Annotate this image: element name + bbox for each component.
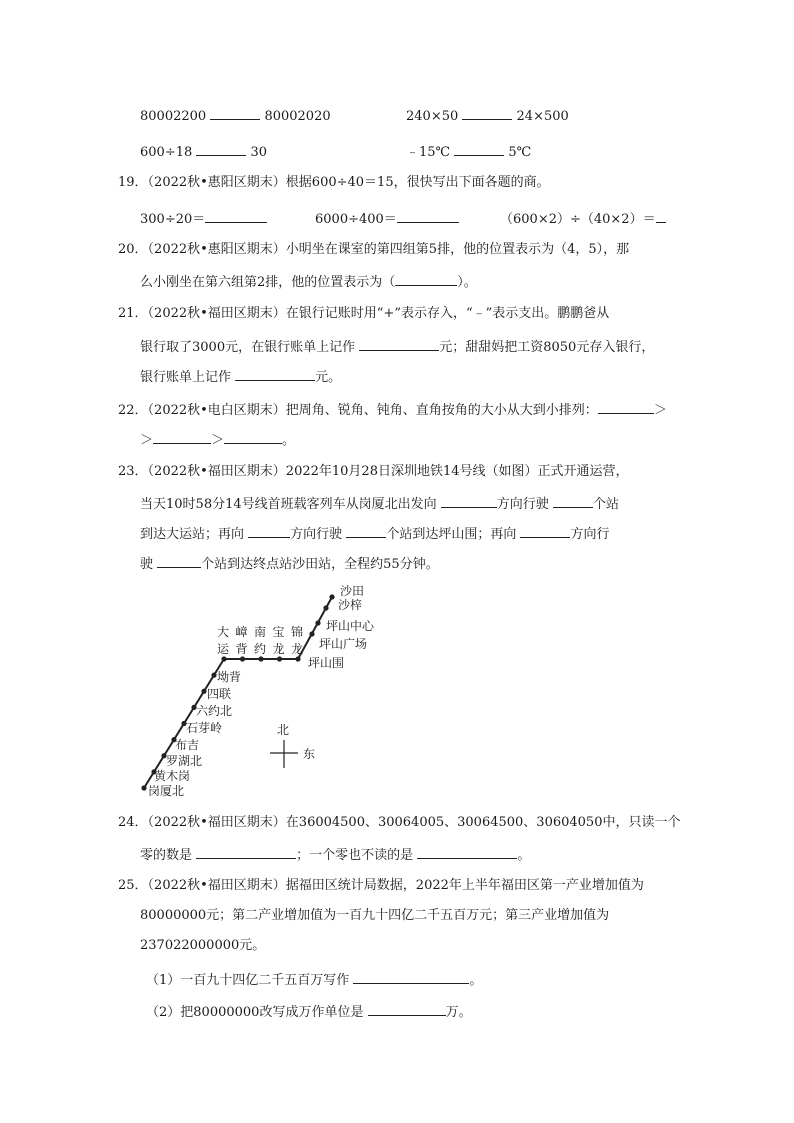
- station-label: 宝龙: [272, 625, 285, 656]
- station-label: 南约: [254, 625, 267, 656]
- station-dot: [323, 605, 328, 610]
- compare-row-2-right: ﹣15℃ 5℃: [406, 142, 531, 161]
- station-label: 坪山中心: [326, 619, 375, 633]
- question-19: 19．（2022秋•惠阳区期末）根据600÷40＝15，很快写出下面各题的商。: [118, 175, 550, 190]
- station-dot: [221, 656, 226, 661]
- metro-line-14-map: [120, 580, 400, 805]
- q23-line-4: 驶 个站到达终点站沙田站，全程约55分钟。: [140, 554, 439, 573]
- answer-blank[interactable]: [462, 106, 512, 120]
- station-label: 罗湖北: [166, 754, 203, 768]
- q19-part-a: 300÷20＝: [140, 209, 267, 228]
- answer-blank[interactable]: [656, 209, 666, 223]
- q19-part-b: 6000÷400＝: [315, 209, 459, 228]
- answer-blank[interactable]: [417, 845, 517, 859]
- compass-north-label: 北: [277, 723, 290, 737]
- station-dot: [240, 656, 245, 661]
- answer-blank[interactable]: [196, 845, 296, 859]
- answer-blank[interactable]: [353, 970, 469, 984]
- answer-blank[interactable]: [598, 400, 654, 414]
- answer-blank[interactable]: [248, 524, 290, 538]
- station-label: 坳背: [217, 670, 242, 684]
- q21-line-2: 银行取了3000元，在银行账单上记作 元；甜甜妈把工资8050元存入银行，: [140, 337, 654, 356]
- answer-blank[interactable]: [205, 209, 267, 223]
- answer-blank[interactable]: [157, 554, 201, 568]
- q23-line-3: 到达大运站；再向 方向行驶 个站到达坪山围；再向 方向行: [140, 524, 609, 543]
- answer-blank[interactable]: [553, 494, 593, 508]
- answer-blank[interactable]: [346, 524, 386, 538]
- q25-line-2: 80000000元；第二产业增加值为一百九十四亿二千五百万元；第三产业增加值为: [140, 908, 610, 923]
- station-dot: [211, 673, 216, 678]
- compare-row-1-right: 240×50 24×500: [406, 106, 569, 125]
- station-dot: [258, 656, 263, 661]
- station-label: 沙梓: [338, 598, 363, 612]
- q19-part-c: （600×2）÷（40×2）＝: [500, 209, 666, 228]
- station-label: 沙田: [340, 584, 365, 598]
- station-dot: [295, 656, 300, 661]
- answer-blank[interactable]: [196, 142, 246, 156]
- compass-east-label: 东: [303, 747, 316, 761]
- question-25: 25．（2022秋•福田区期末）据福田区统计局数据，2022年上半年福田区第一产业增加值为: [118, 878, 644, 893]
- q23-line-2: 当天10时58分14号线首班载客列车从岗厦北出发向 方向行驶 个站: [140, 494, 619, 513]
- answer-blank[interactable]: [368, 1002, 446, 1016]
- station-label: 四联: [207, 687, 232, 701]
- station-label: 黄木岗: [154, 769, 191, 783]
- station-label: 坪山围: [308, 656, 345, 670]
- question-22: 22．（2022秋•电白区期末）把周角、锐角、钝角、直角按角的大小从大到小排列： ＞: [118, 400, 667, 419]
- station-label: 布吉: [175, 738, 200, 752]
- station-label: 坪山广场: [319, 637, 368, 651]
- answer-blank[interactable]: [153, 430, 211, 444]
- answer-blank[interactable]: [454, 142, 504, 156]
- compare-row-1-left: 80002200 80002020: [140, 106, 331, 125]
- station-label: 大运: [217, 625, 230, 656]
- answer-blank[interactable]: [395, 272, 457, 286]
- station-dot: [315, 620, 320, 625]
- q25-sub-2: （2）把80000000改写成万作单位是 万。: [146, 1002, 472, 1021]
- station-dot: [277, 656, 282, 661]
- question-24: 24．（2022秋•福田区期末）在36004500、30064005、30064500、30604050中，只读一个: [118, 815, 681, 830]
- answer-blank[interactable]: [441, 494, 497, 508]
- q25-sub-1: （1）一百九十四亿二千五百万写作 。: [146, 970, 482, 989]
- answer-blank[interactable]: [235, 367, 315, 381]
- question-20: 20．（2022秋•惠阳区期末）小明坐在课室的第四组第5排，他的位置表示为（4，5），那: [118, 242, 630, 257]
- station-label: 石芽岭: [186, 721, 223, 735]
- question-23: 23．（2022秋•福田区期末）2022年10月28日深圳地铁14号线（如图）正式开通运营，: [118, 464, 629, 479]
- station-dot: [141, 785, 146, 790]
- answer-blank[interactable]: [520, 524, 570, 538]
- q22-line-2: ＞ ＞ 。: [140, 430, 295, 449]
- q25-line-3: 237022000000元。: [140, 938, 266, 953]
- answer-blank[interactable]: [397, 209, 459, 223]
- station-dot: [201, 689, 206, 694]
- answer-blank[interactable]: [224, 430, 282, 444]
- question-21: 21．（2022秋•福田区期末）在银行记账时用“+”表示存入，“﹣”表示支出。鹏鹏爸从: [118, 306, 610, 321]
- station-label: 六约北: [196, 704, 233, 718]
- answer-blank[interactable]: [359, 337, 439, 351]
- compass-icon: [270, 723, 315, 768]
- station-dot: [329, 594, 334, 599]
- station-label: 岗厦北: [148, 784, 185, 798]
- q21-line-3: 银行账单上记作 元。: [140, 367, 341, 386]
- q20-line-2: 么小刚坐在第六组第2排，他的位置表示为（ ）。: [140, 272, 477, 291]
- compare-row-2-left: 600÷18 30: [140, 142, 267, 161]
- station-label: 嶂背: [235, 625, 248, 656]
- station-dot: [309, 631, 314, 636]
- answer-blank[interactable]: [210, 106, 260, 120]
- q24-line-2: 零的数是 ；一个零也不读的是 。: [140, 845, 530, 864]
- station-label: 锦龙: [291, 625, 304, 656]
